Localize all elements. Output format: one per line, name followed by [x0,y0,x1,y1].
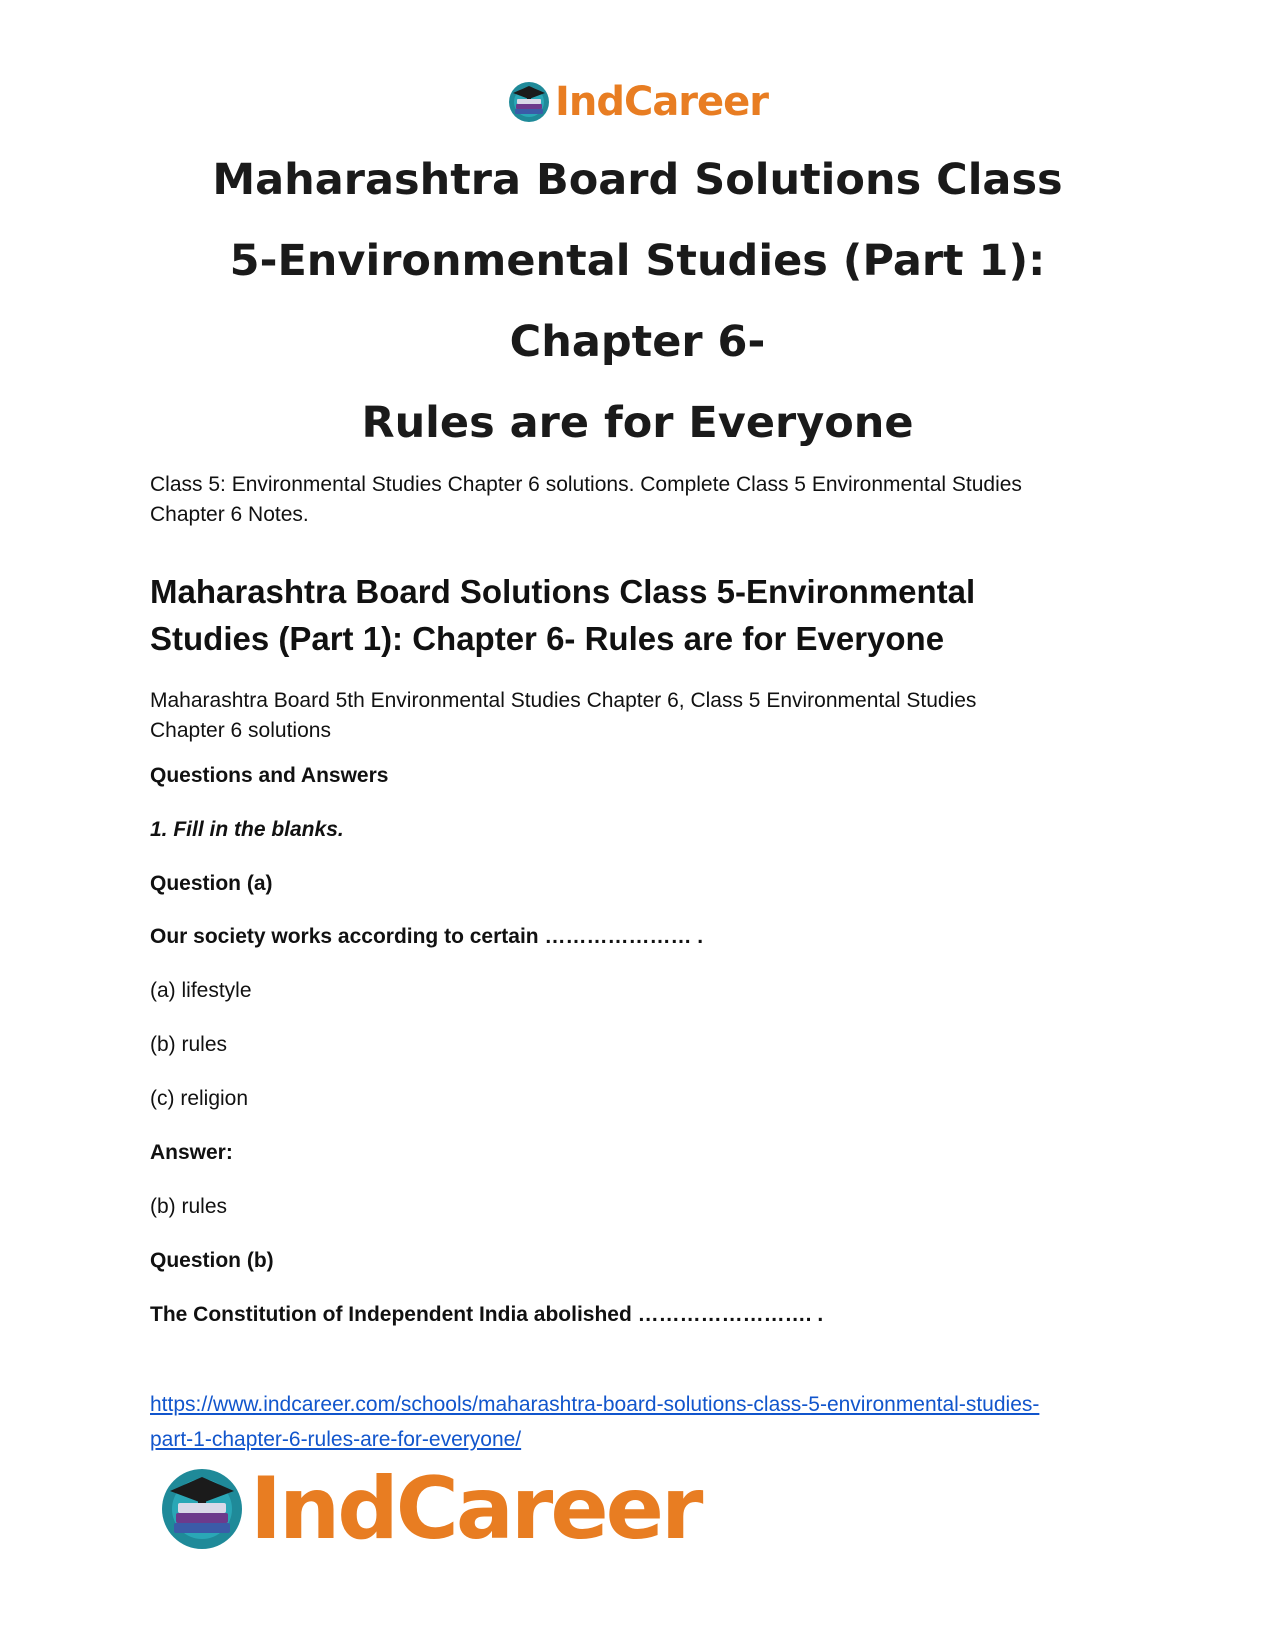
question-a-label: Question (a) [150,872,273,895]
option-item: (b) rules [150,1033,228,1056]
exercise-label: 1. Fill in the blanks. [150,818,344,841]
link-line-2: part-1-chapter-6-rules-are-for-everyone/ [150,1428,522,1451]
link-line-1: https://www.indcareer.com/schools/maharashtra-board-solutions-class-5-environmental-studies- [150,1393,1040,1416]
answer-value: (b) rules [150,1195,228,1218]
title-line-2: 5-Environmental Studies (Part 1): Chapter 6- [229,236,1046,367]
subtitle-line-1: Maharashtra Board 5th Environmental Studies Chapter 6, Class 5 Environmental Studies [150,689,977,712]
graduation-cap-book-icon [507,80,551,124]
heading-line-1: Maharashtra Board Solutions Class 5-Environmental [150,573,976,610]
logo-wordmark: IndCareer [250,1459,701,1559]
option-item: (a) lifestyle [150,979,252,1002]
source-link [150,1387,1150,1457]
logo-wordmark: IndCareer [554,79,769,125]
question-b-label: Question (b) [150,1249,274,1272]
intro-paragraph [150,470,1140,530]
answer-label: Answer: [150,1141,233,1164]
question-b-text: The Constitution of Independent India abolished ……………………. . [150,1303,824,1326]
intro-line-2: Chapter 6 Notes. [150,503,309,526]
subtitle-line-2: Chapter 6 solutions [150,719,331,742]
questions-answers-label: Questions and Answers [150,764,389,787]
intro-line-1: Class 5: Environmental Studies Chapter 6 solutions. Complete Class 5 Environmental Studies [150,473,1022,496]
source-url-link[interactable] [150,1393,1039,1451]
page-title [130,140,1145,464]
option-item: (c) religion [150,1087,249,1110]
title-line-3: Rules are for Everyone [361,398,914,448]
heading-line-2: Studies (Part 1): Chapter 6- Rules are for Everyone [150,620,945,657]
subtitle-paragraph [150,686,1140,746]
section-heading [150,568,1140,662]
indcareer-logo-bottom[interactable] [158,1459,701,1559]
indcareer-logo-top[interactable] [0,80,1275,124]
graduation-cap-book-icon [158,1465,246,1553]
question-a-text: Our society works according to certain ………………… . [150,925,704,948]
title-line-1: Maharashtra Board Solutions Class [212,155,1063,205]
